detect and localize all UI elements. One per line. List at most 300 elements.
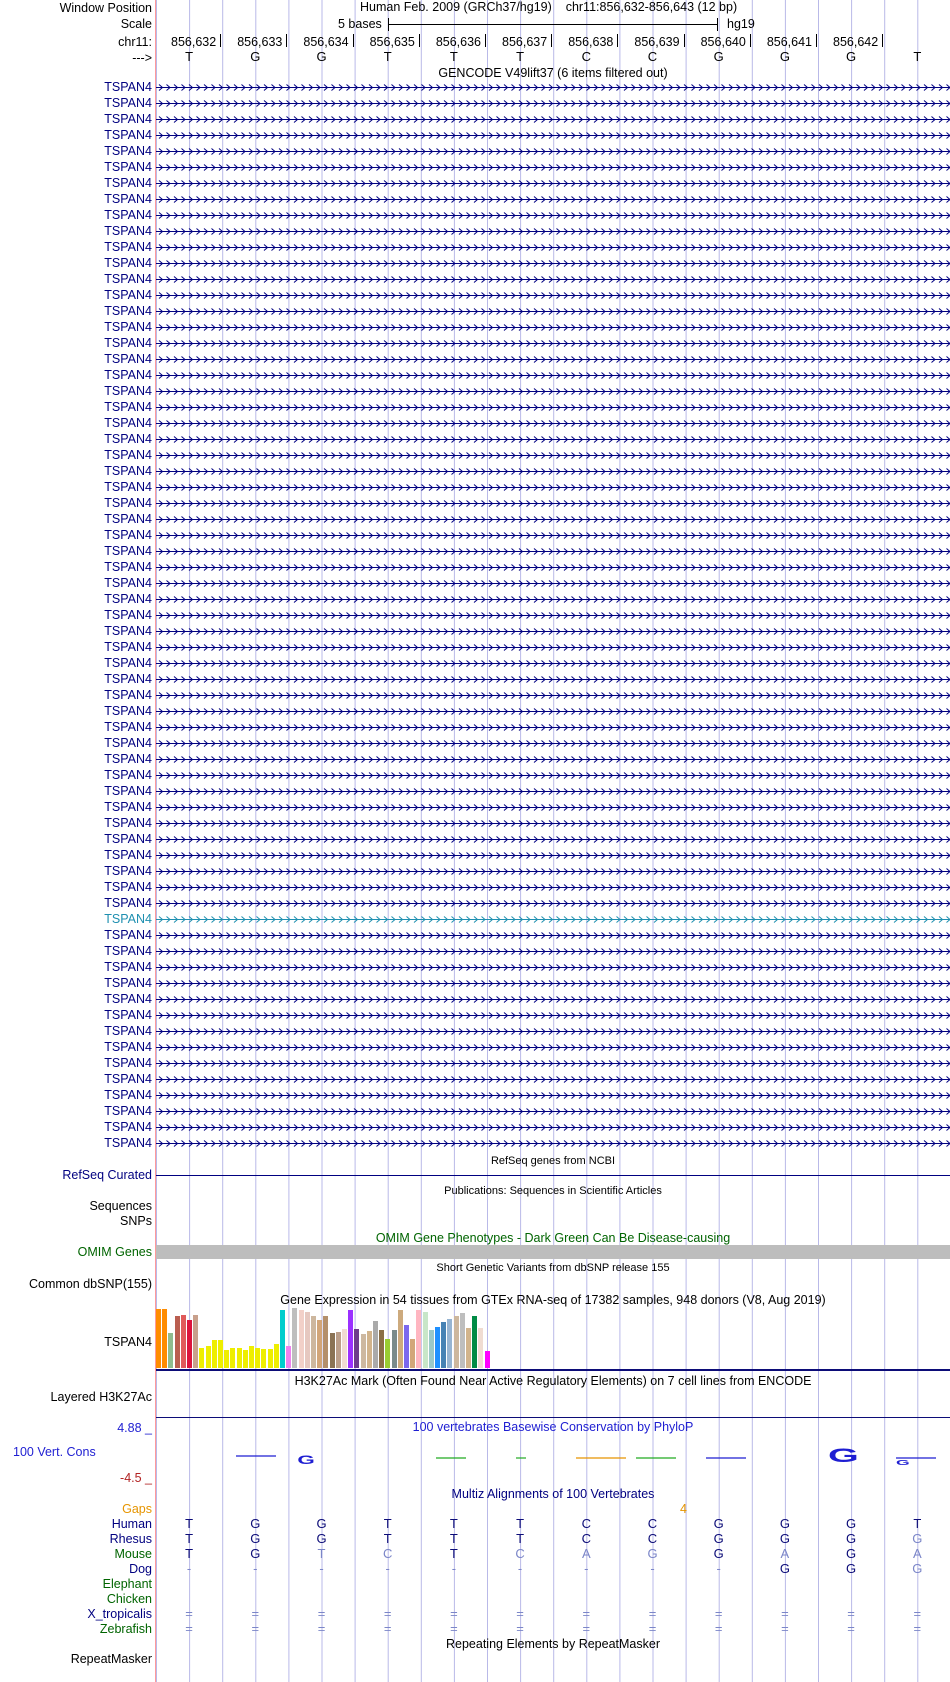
repeatmasker-track-title: Repeating Elements by RepeatMasker xyxy=(445,1637,660,1651)
gencode-transcript-label[interactable]: TSPAN4 xyxy=(104,112,152,126)
multiz-gaps-label: Gaps xyxy=(122,1502,152,1516)
alignment-base: - xyxy=(319,1561,324,1576)
ruler-position-label: 856,642 xyxy=(833,35,879,49)
alignment-base: = xyxy=(251,1606,260,1621)
gencode-transcript-label[interactable]: TSPAN4 xyxy=(104,304,152,318)
gtex-track-label[interactable]: TSPAN4 xyxy=(104,1335,152,1349)
gtex-tissue-bar[interactable] xyxy=(392,1330,397,1368)
gtex-tissue-bar[interactable] xyxy=(398,1310,403,1368)
gencode-transcript-label[interactable]: TSPAN4 xyxy=(104,352,152,366)
alignment-base: T xyxy=(516,1516,525,1531)
gtex-tissue-bar[interactable] xyxy=(268,1349,273,1368)
omim-track-title: OMIM Gene Phenotypes - Dark Green Can Be Disease-causing xyxy=(375,1231,731,1245)
scale-bar-left-tick xyxy=(388,18,389,31)
multiz-species-label[interactable]: Rhesus xyxy=(109,1532,152,1546)
gencode-transcript[interactable] xyxy=(156,896,950,910)
ruler-tick xyxy=(882,34,883,47)
gencode-transcript[interactable] xyxy=(156,976,950,990)
reference-base: C xyxy=(647,49,658,64)
alignment-base: G xyxy=(846,1546,857,1561)
gencode-transcript[interactable] xyxy=(156,688,950,702)
gencode-transcript[interactable] xyxy=(156,80,950,94)
gtex-tissue-bar[interactable] xyxy=(175,1316,180,1368)
alignment-base: G xyxy=(846,1561,857,1576)
h3k27ac-track-label[interactable]: Layered H3K27Ac xyxy=(50,1390,152,1404)
publications-label-sequences[interactable]: Sequences xyxy=(89,1199,152,1213)
gencode-transcript[interactable] xyxy=(156,752,950,766)
gencode-transcript-label[interactable]: TSPAN4 xyxy=(104,736,152,750)
gencode-transcript[interactable] xyxy=(156,784,950,798)
omim-track-label[interactable]: OMIM Genes xyxy=(77,1245,152,1259)
gencode-transcript-label[interactable]: TSPAN4 xyxy=(104,784,152,798)
gencode-transcript-label[interactable]: TSPAN4 xyxy=(104,176,152,190)
gtex-tissue-bar[interactable] xyxy=(367,1331,372,1368)
gencode-transcript[interactable] xyxy=(156,768,950,782)
gencode-transcript[interactable] xyxy=(156,1040,950,1054)
gtex-tissue-bar[interactable] xyxy=(305,1312,310,1368)
gencode-transcript[interactable] xyxy=(156,272,950,286)
gtex-tissue-bar[interactable] xyxy=(348,1310,353,1368)
gtex-tissue-bar[interactable] xyxy=(280,1310,285,1368)
ruler-tick xyxy=(684,34,685,47)
scale-bar-right-tick xyxy=(717,18,718,31)
gencode-transcript[interactable] xyxy=(156,832,950,846)
gencode-transcript[interactable] xyxy=(156,368,950,382)
gencode-transcript-label[interactable]: TSPAN4 xyxy=(104,432,152,446)
alignment-base: C xyxy=(581,1516,591,1531)
alignment-base: C xyxy=(647,1516,658,1531)
gencode-transcript-label[interactable]: TSPAN4 xyxy=(104,800,152,814)
gencode-transcript-label[interactable]: TSPAN4 xyxy=(104,480,152,494)
gencode-transcript[interactable] xyxy=(156,160,950,174)
gencode-transcript[interactable] xyxy=(156,448,950,462)
gencode-transcript-label[interactable]: TSPAN4 xyxy=(104,672,152,686)
alignment-base: = xyxy=(913,1606,922,1621)
gencode-transcript[interactable] xyxy=(156,304,950,318)
gtex-tissue-bar[interactable] xyxy=(447,1319,452,1368)
gtex-tissue-bar[interactable] xyxy=(249,1346,254,1368)
gencode-transcript[interactable] xyxy=(156,400,950,414)
gencode-transcript-label[interactable]: TSPAN4 xyxy=(104,640,152,654)
gencode-transcript-label[interactable]: TSPAN4 xyxy=(104,768,152,782)
gtex-tissue-bar[interactable] xyxy=(237,1348,242,1368)
gencode-transcript-label[interactable]: TSPAN4 xyxy=(104,880,152,894)
multiz-species-label[interactable]: Zebrafish xyxy=(99,1622,152,1636)
gencode-transcript-label[interactable]: TSPAN4 xyxy=(104,544,152,558)
gencode-transcript[interactable] xyxy=(156,1136,950,1150)
scale-db-label: hg19 xyxy=(727,17,755,31)
gtex-tissue-bar[interactable] xyxy=(261,1349,266,1368)
gencode-transcript-label[interactable]: TSPAN4 xyxy=(104,256,152,270)
multiz-species-label[interactable]: Elephant xyxy=(102,1577,152,1591)
gencode-transcript-label[interactable]: TSPAN4 xyxy=(104,1136,152,1150)
gtex-tissue-bar[interactable] xyxy=(435,1327,440,1368)
gencode-transcript-label[interactable]: TSPAN4 xyxy=(104,704,152,718)
gtex-tissue-bar[interactable] xyxy=(354,1329,359,1368)
ruler-tick xyxy=(286,34,287,47)
gencode-transcript-label[interactable]: TSPAN4 xyxy=(104,1056,152,1070)
alignment-base: G xyxy=(713,1546,724,1561)
gencode-transcript-label[interactable]: TSPAN4 xyxy=(104,944,152,958)
gencode-transcript-label[interactable]: TSPAN4 xyxy=(104,512,152,526)
multiz-species-label[interactable]: Human xyxy=(111,1517,152,1531)
gencode-transcript[interactable] xyxy=(156,912,950,926)
gencode-transcript[interactable] xyxy=(156,592,950,606)
alignment-base: G xyxy=(912,1561,923,1576)
gencode-transcript[interactable] xyxy=(156,880,950,894)
gencode-transcript-label[interactable]: TSPAN4 xyxy=(104,688,152,702)
conservation-track-title: 100 vertebrates Basewise Conservation by PhyloP xyxy=(412,1420,694,1434)
reference-base: T xyxy=(913,49,922,64)
gencode-transcript[interactable] xyxy=(156,672,950,686)
gencode-transcript[interactable] xyxy=(156,944,950,958)
alignment-base: G xyxy=(779,1561,790,1576)
dbsnp-track-label[interactable]: Common dbSNP(155) xyxy=(29,1277,152,1291)
alignment-base: = xyxy=(185,1621,193,1636)
multiz-species-label[interactable]: Dog xyxy=(129,1562,152,1576)
gencode-transcript[interactable] xyxy=(156,928,950,942)
gencode-transcript-label[interactable]: TSPAN4 xyxy=(104,896,152,910)
gencode-transcript[interactable] xyxy=(156,800,950,814)
gencode-transcript-label[interactable]: TSPAN4 xyxy=(104,528,152,542)
gtex-tissue-bar[interactable] xyxy=(243,1350,248,1368)
gencode-transcript[interactable] xyxy=(156,464,950,478)
gtex-tissue-bar[interactable] xyxy=(379,1330,384,1368)
gencode-transcript[interactable] xyxy=(156,176,950,190)
ruler-position-label: 856,641 xyxy=(766,35,812,49)
alignment-base: G xyxy=(316,1516,327,1531)
gencode-transcript[interactable] xyxy=(156,1008,950,1022)
alignment-base: = xyxy=(847,1621,855,1636)
assembly-title: Human Feb. 2009 (GRCh37/hg19) chr11:856,632-856,643 (12 bp) xyxy=(360,0,738,14)
gencode-transcript-label[interactable]: TSPAN4 xyxy=(104,848,152,862)
alignment-base: A xyxy=(780,1546,790,1561)
gencode-transcript[interactable] xyxy=(156,432,950,446)
reference-base: G xyxy=(713,49,724,64)
omim-gene-bar[interactable] xyxy=(156,1245,950,1259)
gencode-transcript-label[interactable]: TSPAN4 xyxy=(104,864,152,878)
alignment-base: T xyxy=(185,1516,194,1531)
gencode-transcript-label[interactable]: TSPAN4 xyxy=(104,464,152,478)
gencode-transcript-label[interactable]: TSPAN4 xyxy=(104,992,152,1006)
gtex-tissue-bar[interactable] xyxy=(286,1346,291,1368)
gencode-transcript-label[interactable]: TSPAN4 xyxy=(104,128,152,142)
gtex-tissue-bar[interactable] xyxy=(336,1332,341,1368)
alignment-base: = xyxy=(317,1621,326,1636)
strand-label: ---> xyxy=(132,51,152,65)
gtex-tissue-bar[interactable] xyxy=(299,1310,304,1368)
alignment-base: G xyxy=(713,1531,724,1546)
gencode-transcript[interactable] xyxy=(156,992,950,1006)
gtex-tissue-bar[interactable] xyxy=(429,1330,434,1368)
gencode-transcript[interactable] xyxy=(156,624,950,638)
gencode-transcript[interactable] xyxy=(156,384,950,398)
gtex-tissue-bar[interactable] xyxy=(255,1348,260,1368)
gencode-transcript[interactable] xyxy=(156,336,950,350)
gencode-transcript[interactable] xyxy=(156,848,950,862)
gencode-transcript-label[interactable]: TSPAN4 xyxy=(104,608,152,622)
gencode-transcript[interactable] xyxy=(156,720,950,734)
gtex-tissue-bar[interactable] xyxy=(156,1309,161,1368)
refseq-track-title: RefSeq genes from NCBI xyxy=(490,1155,616,1167)
gencode-transcript[interactable] xyxy=(156,704,950,718)
ruler-tick xyxy=(617,34,618,47)
gencode-transcript[interactable] xyxy=(156,1120,950,1134)
gencode-transcript-label[interactable]: TSPAN4 xyxy=(104,336,152,350)
gtex-tissue-bar[interactable] xyxy=(292,1308,297,1368)
alignment-base: G xyxy=(846,1516,857,1531)
reference-base: T xyxy=(185,49,194,64)
gtex-tissue-bar[interactable] xyxy=(460,1313,465,1368)
multiz-species-label[interactable]: X_tropicalis xyxy=(87,1607,152,1621)
alignment-base: C xyxy=(515,1546,525,1561)
alignment-base: - xyxy=(517,1561,523,1576)
gencode-transcript[interactable] xyxy=(156,576,950,590)
gtex-tissue-bar[interactable] xyxy=(385,1339,390,1368)
alignment-base: = xyxy=(450,1621,458,1636)
reference-base: G xyxy=(846,49,857,64)
gencode-transcript[interactable] xyxy=(156,864,950,878)
alignment-base: G xyxy=(647,1546,658,1561)
alignment-base: = xyxy=(781,1621,789,1636)
gencode-transcript-label[interactable]: TSPAN4 xyxy=(104,832,152,846)
gencode-transcript-label[interactable]: TSPAN4 xyxy=(104,576,152,590)
gencode-transcript[interactable] xyxy=(156,96,950,110)
gencode-transcript[interactable] xyxy=(156,416,950,430)
gencode-transcript[interactable] xyxy=(156,736,950,750)
gtex-tissue-bar[interactable] xyxy=(472,1316,477,1368)
gencode-transcript[interactable] xyxy=(156,208,950,222)
gencode-transcript-label[interactable]: TSPAN4 xyxy=(104,272,152,286)
gencode-transcript-label[interactable]: TSPAN4 xyxy=(104,1072,152,1086)
gencode-transcript-label[interactable]: TSPAN4 xyxy=(104,656,152,670)
gencode-transcript[interactable] xyxy=(156,1024,950,1038)
gtex-tissue-bar[interactable] xyxy=(199,1348,204,1368)
ruler-position-label: 856,634 xyxy=(303,35,349,49)
alignment-base: = xyxy=(185,1606,193,1621)
gencode-transcript-label[interactable]: TSPAN4 xyxy=(104,368,152,382)
gencode-transcript-label[interactable]: TSPAN4 xyxy=(104,400,152,414)
gtex-tissue-bar[interactable] xyxy=(168,1333,173,1368)
gencode-transcript-label[interactable]: TSPAN4 xyxy=(104,1120,152,1134)
gencode-transcript[interactable] xyxy=(156,240,950,254)
gtex-tissue-bar[interactable] xyxy=(317,1320,322,1368)
gencode-transcript-label[interactable]: TSPAN4 xyxy=(104,960,152,974)
refseq-gene-line[interactable] xyxy=(156,1175,950,1176)
gencode-transcript-label[interactable]: TSPAN4 xyxy=(104,208,152,222)
gtex-tissue-bar[interactable] xyxy=(466,1328,471,1368)
refseq-track-label[interactable]: RefSeq Curated xyxy=(62,1168,152,1182)
gtex-tissue-bar[interactable] xyxy=(454,1316,459,1368)
repeatmasker-track-label[interactable]: RepeatMasker xyxy=(70,1652,152,1666)
reference-base: G xyxy=(250,49,261,64)
gencode-transcript-label[interactable]: TSPAN4 xyxy=(104,592,152,606)
gtex-tissue-bar[interactable] xyxy=(230,1348,235,1368)
alignment-base: T xyxy=(449,1531,458,1546)
gencode-transcript[interactable] xyxy=(156,544,950,558)
gtex-tissue-bar[interactable] xyxy=(212,1340,217,1368)
ruler-tick xyxy=(220,34,221,47)
alignment-base: = xyxy=(648,1621,657,1636)
alignment-base: = xyxy=(913,1621,922,1636)
gencode-transcript[interactable] xyxy=(156,560,950,574)
gtex-tissue-bar[interactable] xyxy=(478,1328,483,1368)
conservation-logo[interactable] xyxy=(156,1438,950,1474)
alignment-base: - xyxy=(716,1561,721,1576)
alignment-base: T xyxy=(516,1531,525,1546)
gencode-transcript-label[interactable]: TSPAN4 xyxy=(104,96,152,110)
gencode-transcript-label[interactable]: TSPAN4 xyxy=(104,816,152,830)
conservation-letter: G xyxy=(828,1444,859,1467)
dbsnp-track-title: Short Genetic Variants from dbSNP release 155 xyxy=(436,1262,670,1274)
gtex-tissue-bar[interactable] xyxy=(218,1340,223,1368)
alignment-base: = xyxy=(251,1621,260,1636)
alignment-base: C xyxy=(581,1531,591,1546)
alignment-base: G xyxy=(713,1516,724,1531)
gencode-transcript-label[interactable]: TSPAN4 xyxy=(104,288,152,302)
publications-label-snps[interactable]: SNPs xyxy=(120,1214,152,1228)
gencode-transcript-label[interactable]: TSPAN4 xyxy=(104,448,152,462)
gencode-transcript[interactable] xyxy=(156,960,950,974)
multiz-species-label[interactable]: Mouse xyxy=(114,1547,152,1561)
gencode-transcript-label[interactable]: TSPAN4 xyxy=(104,192,152,206)
gencode-transcript-label[interactable]: TSPAN4 xyxy=(104,1088,152,1102)
gencode-transcript[interactable] xyxy=(156,1072,950,1086)
alignment-base: = xyxy=(383,1606,392,1621)
gencode-transcript[interactable] xyxy=(156,1056,950,1070)
gencode-transcript-label[interactable]: TSPAN4 xyxy=(104,912,152,926)
gtex-tissue-bar[interactable] xyxy=(181,1315,186,1368)
gencode-transcript-label[interactable]: TSPAN4 xyxy=(104,1040,152,1054)
alignment-base: T xyxy=(383,1531,392,1546)
gtex-tissue-bar[interactable] xyxy=(342,1329,347,1368)
gtex-tissue-bar[interactable] xyxy=(485,1351,490,1368)
gtex-tissue-bar[interactable] xyxy=(187,1320,192,1368)
gencode-transcript-label[interactable]: TSPAN4 xyxy=(104,384,152,398)
gtex-tissue-bar[interactable] xyxy=(330,1333,335,1368)
gencode-transcript-label[interactable]: TSPAN4 xyxy=(104,160,152,174)
alignment-base: T xyxy=(383,1516,392,1531)
gencode-transcript-label[interactable]: TSPAN4 xyxy=(104,144,152,158)
alignment-base: - xyxy=(385,1561,390,1576)
gencode-transcript-label[interactable]: TSPAN4 xyxy=(104,976,152,990)
gencode-transcript-label[interactable]: TSPAN4 xyxy=(104,80,152,94)
gtex-tissue-bar[interactable] xyxy=(416,1310,421,1368)
gtex-tissue-bar[interactable] xyxy=(361,1334,366,1368)
gtex-track-bottom-line xyxy=(156,1369,950,1371)
gencode-transcript-label[interactable]: TSPAN4 xyxy=(104,496,152,510)
multiz-species-label[interactable]: Chicken xyxy=(106,1592,152,1606)
gencode-track-title: GENCODE V49lift37 (6 items filtered out) xyxy=(438,66,668,80)
gencode-transcript-label[interactable]: TSPAN4 xyxy=(104,240,152,254)
gencode-transcript[interactable] xyxy=(156,480,950,494)
gencode-transcript[interactable] xyxy=(156,128,950,142)
ruler-tick xyxy=(750,34,751,47)
gtex-tissue-bar[interactable] xyxy=(311,1316,316,1368)
gencode-transcript[interactable] xyxy=(156,640,950,654)
gencode-transcript-label[interactable]: TSPAN4 xyxy=(104,1008,152,1022)
gencode-transcript[interactable] xyxy=(156,608,950,622)
gtex-tissue-bar[interactable] xyxy=(373,1321,378,1368)
gencode-transcript[interactable] xyxy=(156,1088,950,1102)
alignment-base: = xyxy=(714,1606,723,1621)
chrom-label: chr11: xyxy=(118,35,152,49)
gtex-tissue-bar[interactable] xyxy=(423,1312,428,1368)
multiz-gaps-value: 4 xyxy=(680,1502,687,1516)
alignment-base: G xyxy=(779,1516,790,1531)
gencode-transcript[interactable] xyxy=(156,528,950,542)
gtex-tissue-bar[interactable] xyxy=(274,1344,279,1368)
gtex-tissue-bar[interactable] xyxy=(193,1315,198,1368)
gtex-tissue-bar[interactable] xyxy=(404,1325,409,1368)
gencode-transcript-label[interactable]: TSPAN4 xyxy=(104,1104,152,1118)
gencode-transcript-label[interactable]: TSPAN4 xyxy=(104,416,152,430)
alignment-base: G xyxy=(250,1516,261,1531)
alignment-base: = xyxy=(847,1606,855,1621)
gencode-transcript-label[interactable]: TSPAN4 xyxy=(104,560,152,574)
reference-base: T xyxy=(449,49,458,64)
gencode-transcript[interactable] xyxy=(156,496,950,510)
gtex-tissue-bar[interactable] xyxy=(224,1350,229,1368)
conservation-ymin-label: -4.5 _ xyxy=(120,1471,152,1485)
gencode-transcript[interactable] xyxy=(156,512,950,526)
gencode-transcript-label[interactable]: TSPAN4 xyxy=(104,1024,152,1038)
reference-base: G xyxy=(779,49,790,64)
alignment-base: = xyxy=(317,1606,326,1621)
gencode-transcript-label[interactable]: TSPAN4 xyxy=(104,720,152,734)
gencode-transcript[interactable] xyxy=(156,656,950,670)
gtex-expression-bars[interactable] xyxy=(156,1308,950,1368)
alignment-base: T xyxy=(185,1531,194,1546)
alignment-base: T xyxy=(449,1516,458,1531)
gencode-transcript[interactable] xyxy=(156,352,950,366)
gencode-transcript-label[interactable]: TSPAN4 xyxy=(104,752,152,766)
conservation-track-label[interactable]: 100 Vert. Cons xyxy=(13,1445,96,1459)
ruler-position-label: 856,637 xyxy=(502,35,548,49)
gencode-transcript[interactable] xyxy=(156,256,950,270)
gencode-transcript[interactable] xyxy=(156,320,950,334)
reference-base: C xyxy=(581,49,591,64)
ruler-position-label: 856,632 xyxy=(171,35,217,49)
gtex-tissue-bar[interactable] xyxy=(323,1316,328,1368)
gencode-transcript[interactable] xyxy=(156,112,950,126)
gtex-tissue-bar[interactable] xyxy=(410,1339,415,1368)
ruler-tick xyxy=(353,34,354,47)
alignment-base: T xyxy=(913,1516,922,1531)
gencode-transcript[interactable] xyxy=(156,1104,950,1118)
gtex-tissue-bar[interactable] xyxy=(162,1309,167,1368)
gencode-transcript-label[interactable]: TSPAN4 xyxy=(104,928,152,942)
gtex-tissue-bar[interactable] xyxy=(441,1322,446,1368)
alignment-base: = xyxy=(516,1621,524,1636)
gencode-transcript-label[interactable]: TSPAN4 xyxy=(104,224,152,238)
ruler-tick xyxy=(816,34,817,47)
alignment-base: C xyxy=(647,1531,658,1546)
alignment-base: C xyxy=(382,1546,393,1561)
gencode-transcript[interactable] xyxy=(156,288,950,302)
gencode-transcript[interactable] xyxy=(156,816,950,830)
alignment-base: T xyxy=(185,1546,194,1561)
gencode-transcript-label[interactable]: TSPAN4 xyxy=(104,320,152,334)
gencode-transcript[interactable] xyxy=(156,224,950,238)
alignment-base: A xyxy=(581,1546,591,1561)
gencode-transcript[interactable] xyxy=(156,144,950,158)
gencode-transcript[interactable] xyxy=(156,192,950,206)
gencode-transcript-label[interactable]: TSPAN4 xyxy=(104,624,152,638)
conservation-ymax-label: 4.88 _ xyxy=(117,1421,152,1435)
gtex-tissue-bar[interactable] xyxy=(206,1346,211,1368)
ruler-tick xyxy=(551,34,552,47)
